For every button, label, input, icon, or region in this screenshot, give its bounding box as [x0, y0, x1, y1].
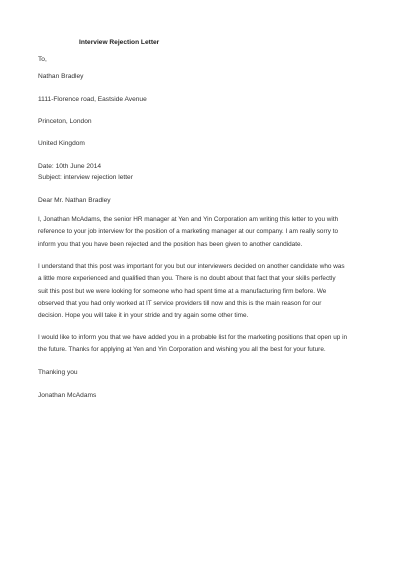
paragraph-1 [38, 214, 368, 251]
paragraph-1-line: reference to your job interview for the position of a marketing manager at our company. I am really sorry to [38, 228, 339, 236]
paragraph-2-line: a little more experienced and qualified than you. There is no doubt about that fact that your skills perfectly [38, 275, 336, 283]
paragraph-1-line: inform you that you have been rejected and the position has been given to another candidate. [38, 240, 303, 248]
recipient-name: Nathan Bradley [38, 73, 84, 80]
paragraph-3-line: the future. Thanks for applying at Yen and Yin Corporation and wishing you all the best for your future. [38, 346, 326, 354]
salutation: Dear Mr. Nathan Bradley [38, 197, 111, 204]
address-line-1: 1111-Florence road, Eastside Avenue [38, 96, 147, 103]
address-line-2: Princeton, London [38, 118, 92, 125]
paragraph-3 [38, 332, 368, 357]
address-line-3: United Kingdom [38, 140, 85, 147]
letter-subject: Subject: interview rejection letter [38, 174, 133, 181]
to-label: To, [38, 56, 47, 63]
paragraph-2-line: suit this post but we were looking for someone who had spent time at a manufacturing firm before. We [38, 287, 327, 295]
closing: Thanking you [38, 369, 78, 376]
paragraph-2-line: decision. Hope you will take it in your stride and try again some other time. [38, 312, 249, 320]
paragraph-1-line: I, Jonathan McAdams, the senior HR manager at Yen and Yin Corporation am writing this letter to you with [38, 216, 339, 223]
paragraph-2 [38, 261, 368, 322]
paragraph-2-line: I understand that this post was important for you but our interviewers decided on another candidate who was [38, 263, 345, 270]
letter-title: Interview Rejection Letter [79, 39, 160, 46]
letter-date: Date: 10th June 2014 [38, 163, 102, 170]
paragraph-2-line: observed that you had only worked at IT service providers till now and this is the main reason for our [38, 299, 322, 307]
signature: Jonathan McAdams [38, 392, 97, 399]
paragraph-3-line: I would like to inform you that we have added you in a probable list for the marketing positions that open up in [38, 334, 348, 341]
